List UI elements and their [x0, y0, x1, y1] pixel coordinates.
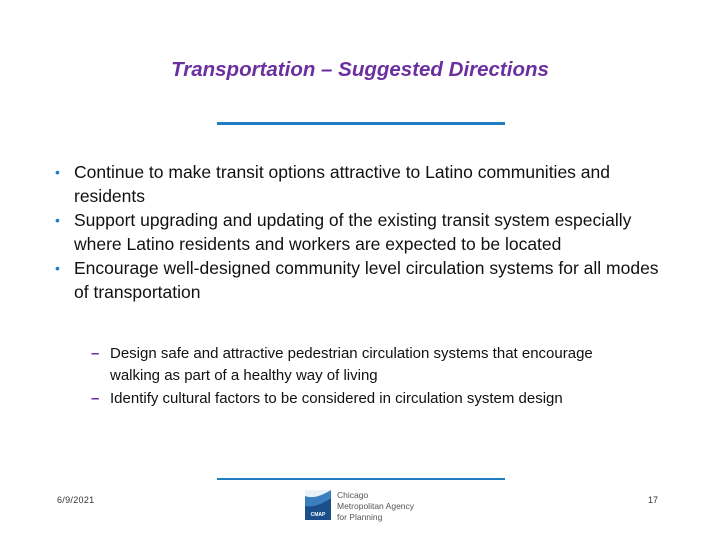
footer-date: 6/9/2021 [57, 495, 95, 505]
slide-title: Transportation – Suggested Directions [171, 58, 549, 81]
cmap-logo [305, 488, 417, 522]
dash-marker: – [91, 390, 100, 407]
bullet-marker: • [55, 164, 60, 180]
logo-abbreviation: CMAP [310, 512, 326, 518]
bullet-text: Continue to make transit options attractive to Latino communities and residents [74, 162, 610, 206]
page-number: 17 [648, 495, 659, 505]
sub-bullet-item [93, 343, 633, 387]
sub-bullet-text: Identify cultural factors to be considered in circulation system design [110, 390, 563, 407]
logo-org-name: Chicago Metropolitan Agency for Planning [337, 490, 415, 522]
bullet-list [55, 160, 665, 304]
sub-bullet-list [93, 343, 633, 411]
footer-divider [217, 478, 505, 480]
bullet-text: Support upgrading and updating of the existing transit system especially where Latino residents and workers are expected to be located [74, 210, 632, 254]
bullet-item [55, 256, 665, 304]
bullet-item [55, 208, 665, 256]
bullet-marker: • [55, 260, 60, 276]
bullet-text: Encourage well-designed community level circulation systems for all modes of transportation [74, 258, 659, 302]
title-divider [217, 122, 505, 125]
dash-marker: – [91, 345, 100, 362]
bullet-item [55, 160, 665, 208]
sub-bullet-text: Design safe and attractive pedestrian circulation systems that encourage walking as part of a healthy way of living [110, 345, 593, 384]
bullet-marker: • [55, 212, 60, 228]
sub-bullet-item [93, 388, 633, 410]
